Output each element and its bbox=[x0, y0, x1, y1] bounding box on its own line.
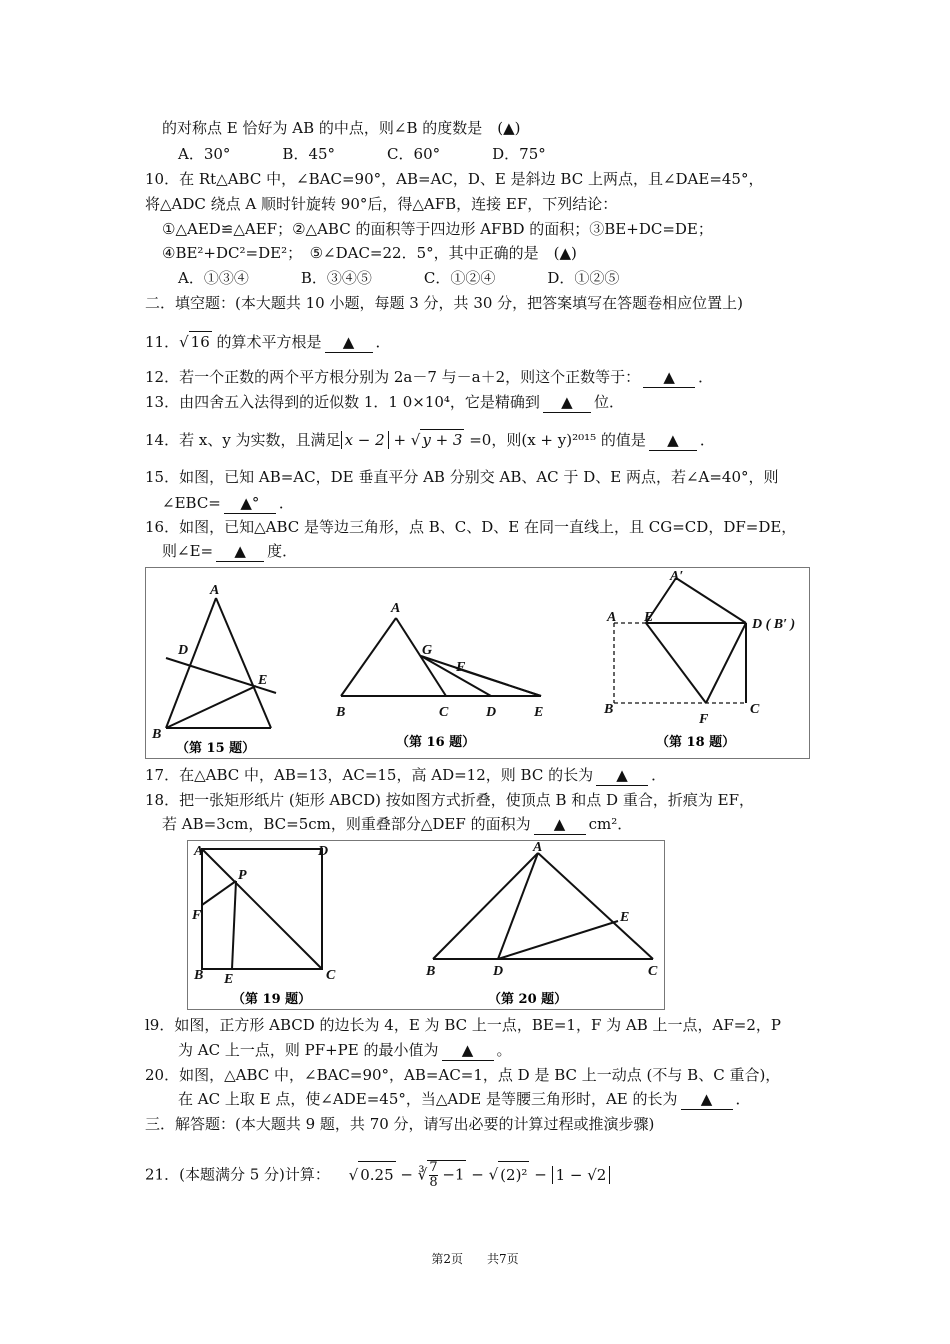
q11-radicand: 16 bbox=[190, 333, 210, 351]
q20-end: ． bbox=[735, 1090, 751, 1108]
q20-line2-text: 在 AC 上取 E 点，使∠ADE=45°，当△ADE 是等腰三角形时，AE 的长为 bbox=[178, 1090, 678, 1108]
q13-answer-blank[interactable]: ▲ bbox=[543, 392, 591, 413]
q14-text: 14．若 x、y 为实数，且满足 bbox=[145, 431, 341, 449]
svg-text:C: C bbox=[326, 968, 336, 983]
q20-line2 bbox=[178, 1089, 751, 1110]
q14-mid: =0，则(x + y)²⁰¹⁵ 的值是 bbox=[464, 431, 646, 449]
svg-text:C: C bbox=[750, 702, 760, 717]
q11-text: 的算术平方根是 bbox=[211, 333, 322, 351]
svg-text:B: B bbox=[152, 727, 162, 742]
q18-answer-blank[interactable]: ▲ bbox=[534, 814, 586, 835]
svg-text:F: F bbox=[699, 712, 709, 727]
q14-abs: x − 2 bbox=[341, 431, 389, 449]
q14-end: ． bbox=[699, 431, 715, 449]
q21-abs: 1 − √2 bbox=[552, 1166, 611, 1184]
q14-answer-blank[interactable]: ▲ bbox=[649, 430, 697, 451]
svg-text:G: G bbox=[422, 643, 433, 658]
q16-line2 bbox=[162, 541, 297, 562]
q14-radicand: y + 3 bbox=[422, 431, 463, 449]
q14-plus: + bbox=[388, 431, 411, 449]
q15-line1: 15．如图，已知 AB=AC，DE 垂直平分 AB 分别交 AB、AC 于 D、E 两点，若∠A=40°，则 bbox=[145, 468, 779, 486]
q16-answer-blank[interactable]: ▲ bbox=[216, 541, 264, 562]
q18-line2-text: 若 AB=3cm，BC=5cm，则重叠部分△DEF 的面积为 bbox=[162, 815, 531, 833]
q12-answer-blank[interactable]: ▲ bbox=[643, 367, 695, 388]
svg-text:A: A bbox=[607, 610, 617, 625]
q19-line2-text: 为 AC 上一点，则 PF+PE 的最小值为 bbox=[178, 1041, 439, 1059]
q18-line1: 18．把一张矩形纸片 (矩形 ABCD) 按如图方式折叠，使顶点 B 和点 D 重合，折痕为 EF， bbox=[145, 791, 754, 809]
page-footer: 第2页 共7页 bbox=[431, 1252, 519, 1266]
q21-radicand-3: (2)² bbox=[498, 1161, 529, 1188]
q10-line2: 将△ADC 绕点 A 顺时针旋转 90°后，得△AFB，连接 EF，下列结论： bbox=[145, 195, 618, 213]
q13-text: 13．由四舍五入法得到的近似数 1．1 0×10⁴，它是精确到 bbox=[145, 393, 540, 411]
q21: 21．(本题满分 5 分)计算： √ 0.25 − ∛ $\frac{7}{8}$ −1 − √ (2)² − 1 − √2 bbox=[145, 1160, 610, 1190]
svg-text:A′: A′ bbox=[670, 569, 684, 584]
svg-text:B: B bbox=[604, 702, 614, 717]
q12-end: ． bbox=[698, 368, 714, 386]
svg-text:D ( B′ ): D ( B′ ) bbox=[752, 617, 796, 632]
svg-text:D: D bbox=[486, 705, 497, 720]
q17 bbox=[145, 765, 666, 786]
q19-answer-blank[interactable]: ▲ bbox=[442, 1040, 494, 1061]
q10-line3: ①△AED≌△AEF；②△ABC 的面积等于四边形 AFBD 的面积；③BE+DC=DE； bbox=[162, 220, 713, 238]
svg-text:C: C bbox=[648, 964, 658, 979]
q21-frac-num: 7 bbox=[429, 1160, 438, 1175]
svg-text:E: E bbox=[644, 610, 654, 625]
svg-text:A: A bbox=[194, 844, 204, 859]
q13 bbox=[145, 392, 624, 413]
svg-text:B: B bbox=[194, 968, 204, 983]
svg-text:C: C bbox=[439, 705, 449, 720]
svg-text:E: E bbox=[224, 972, 234, 987]
q11-number: 11． bbox=[145, 333, 180, 351]
q21-frac-den: 8 bbox=[429, 1175, 438, 1190]
caption-fig16: （第 16 题） bbox=[396, 735, 476, 750]
q17-text: 17．在△ABC 中，AB=13，AC=15，高 AD=12，则 BC 的长为 bbox=[145, 766, 594, 784]
q15-answer-blank[interactable]: ▲° bbox=[224, 493, 276, 514]
q10-line1: 10．在 Rt△ABC 中，∠BAC=90°，AB=AC，D、E 是斜边 BC 上两点，且∠DAE=45°， bbox=[145, 170, 764, 188]
q12 bbox=[145, 367, 713, 388]
caption-fig15: （第 15 题） bbox=[176, 741, 256, 756]
caption-fig18: （第 18 题） bbox=[656, 735, 736, 750]
svg-text:D: D bbox=[493, 964, 504, 979]
q10-options bbox=[178, 268, 671, 288]
svg-text:P: P bbox=[238, 868, 247, 883]
q9-tail: 的对称点 E 恰好为 AB 的中点，则∠B 的度数是 (▲) bbox=[162, 119, 521, 137]
q20-line1: 20．如图，△ABC 中，∠BAC=90°，AB=AC=1，点 D 是 BC 上一动点 (不与 B、C 重合)， bbox=[145, 1066, 781, 1084]
svg-text:B: B bbox=[426, 964, 436, 979]
q18-end: cm²． bbox=[588, 815, 633, 833]
figure-row-15-16-18 bbox=[145, 567, 810, 759]
caption-fig19: （第 19 题） bbox=[232, 992, 312, 1007]
q19-end: 。 bbox=[496, 1041, 512, 1059]
q21-radicand-1: 0.25 bbox=[358, 1161, 395, 1188]
q19-line1: l9．如图，正方形 ABCD 的边长为 4，E 为 BC 上一点，BE=1，F 为 AB 上一点，AF=2，P bbox=[145, 1016, 781, 1034]
svg-text:A: A bbox=[391, 601, 401, 616]
option-c: C．①②④ bbox=[423, 269, 496, 287]
q10-line4: ④BE²+DC²=DE²； ⑤∠DAC=22．5°，其中正确的是 (▲) bbox=[162, 244, 577, 262]
q21-label: 21．(本题满分 5 分)计算： bbox=[145, 1165, 330, 1184]
q16-line1: 16．如图，已知△ABC 是等边三角形，点 B、C、D、E 在同一直线上，且 CG=CD，DF=DE， bbox=[145, 518, 797, 536]
option-d: D．①②⑤ bbox=[547, 269, 620, 287]
section-3-heading: 三．解答题：(本大题共 9 题，共 70 分，请写出必要的计算过程或推演步骤) bbox=[145, 1115, 655, 1133]
svg-text:E: E bbox=[620, 910, 630, 925]
svg-text:F: F bbox=[456, 660, 466, 675]
q16-end: 度． bbox=[267, 542, 298, 560]
svg-text:D: D bbox=[318, 844, 329, 859]
q15-end: ． bbox=[278, 494, 294, 512]
svg-text:E: E bbox=[534, 705, 544, 720]
svg-text:E: E bbox=[258, 673, 268, 688]
option-d: D．75° bbox=[492, 145, 546, 163]
option-b: B．③④⑤ bbox=[300, 269, 372, 287]
svg-text:B: B bbox=[336, 705, 346, 720]
option-c: C．60° bbox=[387, 145, 441, 163]
q17-end: ． bbox=[651, 766, 667, 784]
caption-fig20: （第 20 题） bbox=[488, 992, 568, 1007]
q16-line2-text: 则∠E= bbox=[162, 542, 214, 560]
section-2-heading: 二．填空题：(本大题共 10 小题，每题 3 分，共 30 分，把答案填写在答题卷相应位置上) bbox=[145, 294, 744, 312]
option-b: B．45° bbox=[282, 145, 336, 163]
q19-line2 bbox=[178, 1040, 512, 1061]
svg-text:A: A bbox=[533, 841, 543, 855]
q14: 14．若 x、y 为实数，且满足 x − 2 + √ y + 3 =0，则(x + y)²⁰¹⁵ 的值是 ▲ ． bbox=[145, 431, 715, 449]
q20-answer-blank[interactable]: ▲ bbox=[681, 1089, 733, 1110]
option-a: A．30° bbox=[178, 145, 231, 163]
q13-end: 位． bbox=[593, 393, 624, 411]
figures-19-20 bbox=[188, 841, 664, 1009]
svg-text:D: D bbox=[178, 643, 189, 658]
q11-answer-blank[interactable]: ▲ bbox=[325, 332, 373, 353]
q18-line2 bbox=[162, 814, 632, 835]
q17-answer-blank[interactable]: ▲ bbox=[596, 765, 648, 786]
option-a: A．①③④ bbox=[178, 269, 249, 287]
q21-radicand-2: $\frac{7}{8}$ −1 bbox=[429, 1160, 465, 1190]
svg-text:F: F bbox=[192, 908, 202, 923]
svg-text:A: A bbox=[210, 583, 220, 598]
q15-line2-text: ∠EBC= bbox=[162, 494, 221, 512]
figures-15-16-18 bbox=[146, 568, 809, 758]
q15-line2 bbox=[162, 493, 294, 514]
q11-end: ． bbox=[375, 333, 391, 351]
q12-text: 12．若一个正数的两个平方根分别为 2a－7 与－a＋2，则这个正数等于： bbox=[145, 368, 641, 386]
q9-options bbox=[178, 144, 598, 164]
figure-row-19-20 bbox=[187, 840, 665, 1010]
q11: 11．√ 16 的算术平方根是 ▲ ． bbox=[145, 333, 391, 351]
